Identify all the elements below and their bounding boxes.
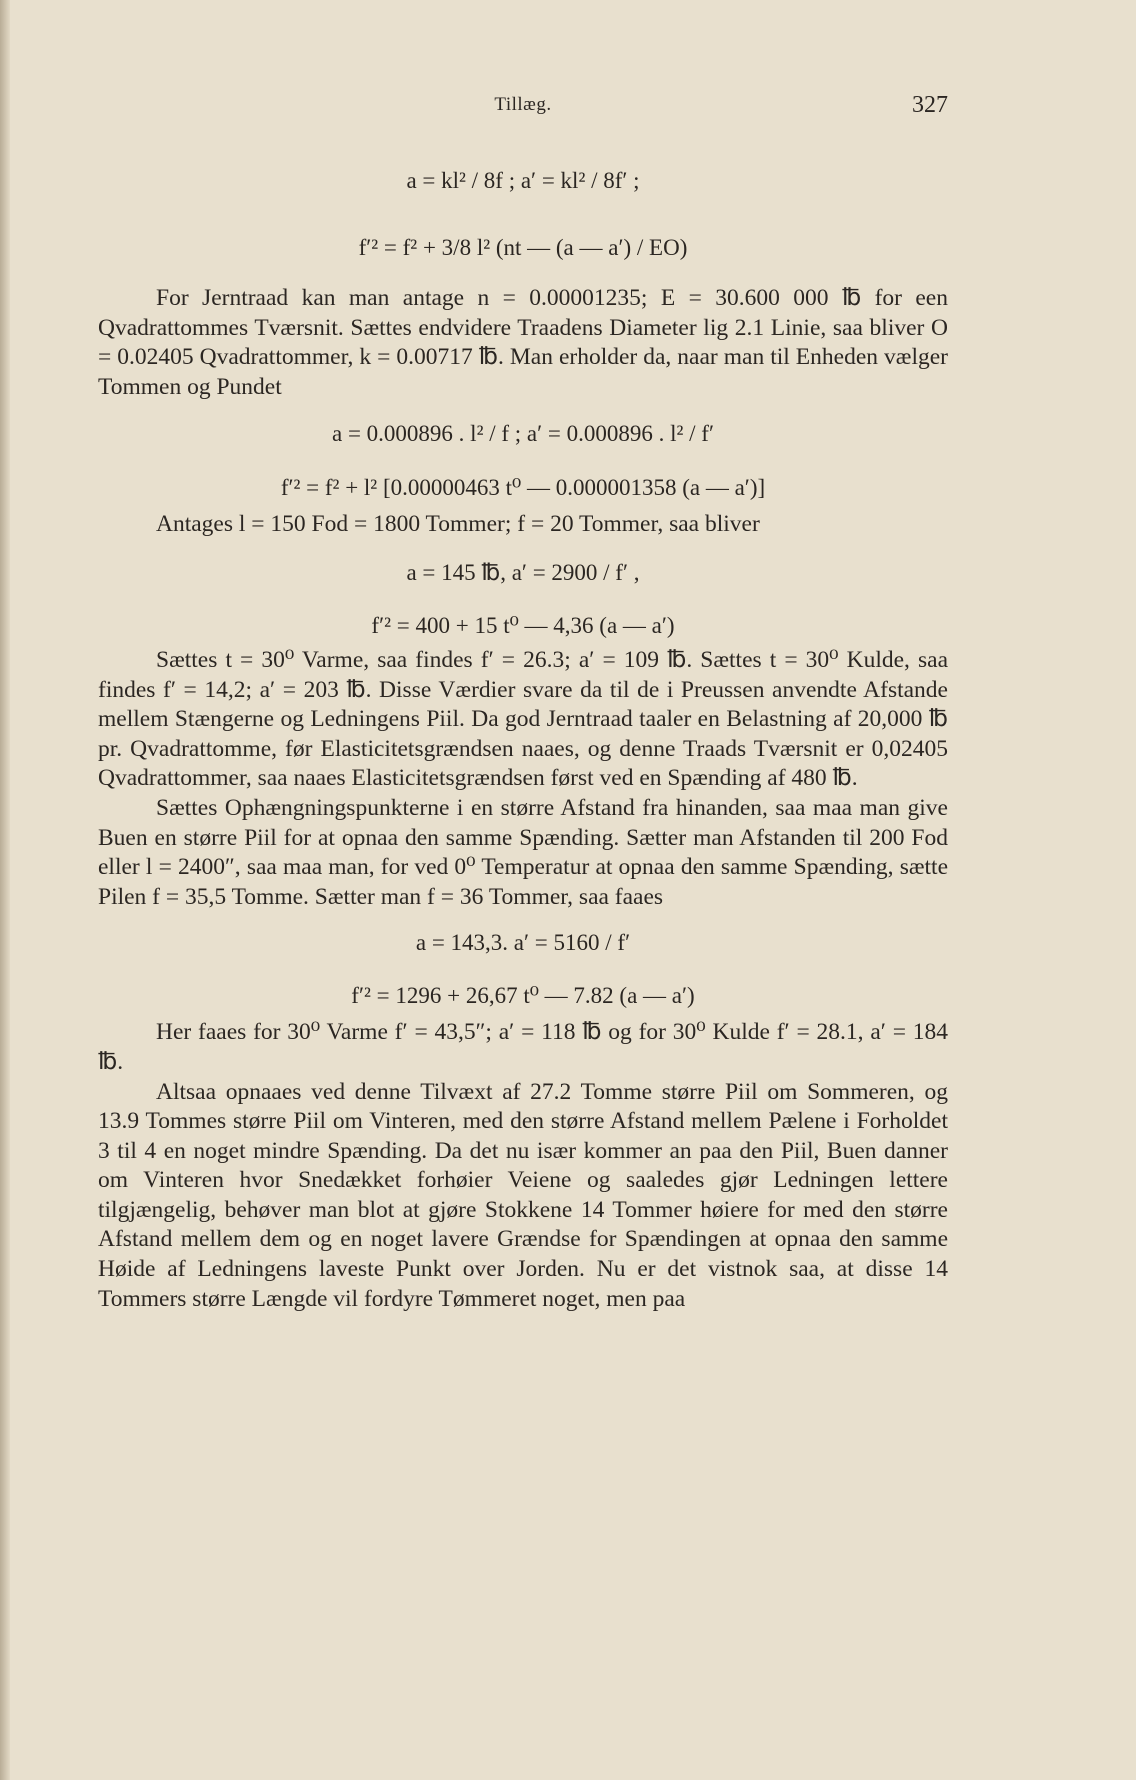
running-head: Tillæg. — [494, 94, 552, 115]
formula-example-150 — [98, 540, 948, 606]
paragraph: Sættes t = 30⁰ Varme, saa findes f′ = 26.3; a′ = 109 ℔. Sættes t = 30⁰ Kulde, saa findes f′ = 14,2; a′ = 203 ℔. Disse Værdier svare da til de i Preussen anvendte Afstande mellem Stængerne og Ledningens Piil. Da god Jerntraad taaler en Belastning af 20,000 ℔ pr. Qvadrattomme, før Elasticitetsgrændsen naaes, og denne Traads Tværsnit er 0,02405 Qvadrattommer, saa naaes Elasticitetsgrændsen først ved en Spænding af 480 ℔. — [98, 646, 948, 792]
formula-example-200 — [98, 912, 948, 974]
page-header — [98, 92, 948, 126]
page-edge — [0, 0, 10, 1780]
paragraph: Antages l = 150 Fod = 1800 Tommer; f = 20 Tommer, saa bliver — [156, 511, 760, 538]
formula-text: f′² = f² + 3/8 l² (nt — (a — a′) / EO) — [358, 235, 688, 260]
paragraph: For Jerntraad kan man antage n = 0.00001235; E = 30.600 000 ℔ for een Qvadrattommes Tværsnit. Sættes endvidere Traadens Diameter lig 2.1 Linie, saa bliver O = 0.02405 Qvadrattommer, k = 0.00717 ℔. Man erholder da, naar man til Enheden vælger Tommen og Pundet — [98, 285, 948, 400]
formula-sag-150 — [98, 606, 948, 646]
paragraph: Sættes Ophængningspunkterne i en større Afstand fra hinanden, saa maa man give Buen en større Piil for at opnaa den samme Spænding. Sætter man Afstanden til 200 Fod eller l = 2400″, saa maa man, for ved 0⁰ Temperatur at opnaa den samme Spænding, sætte Pilen f = 35,5 Tomme. Sætter man f = 36 Tommer, saa faaes — [98, 794, 948, 910]
formula-text: a = 145 ℔, a′ = 2900 / f′ , — [406, 559, 640, 585]
page-number: 327 — [912, 92, 948, 118]
formula-a-numeric — [98, 402, 948, 466]
formula-sag-numeric — [98, 466, 948, 510]
formula-text: a = kl² / 8f ; a′ = kl² / 8f′ ; — [406, 168, 640, 193]
formula-a-definition — [98, 150, 948, 212]
formula-text: f′² = 1296 + 26,67 t⁰ — 7.82 (a — a′) — [351, 983, 695, 1009]
formula-text: a = 143,3. a′ = 5160 / f′ — [415, 930, 631, 956]
formula-text: f′² = f² + l² [0.00000463 t⁰ — 0.000001358 (a — a′)] — [280, 475, 766, 501]
formula-text: a = 0.000896 . l² / f ; a′ = 0.000896 . l² / f′ — [332, 421, 714, 447]
formula-text: f′² = 400 + 15 t⁰ — 4,36 (a — a′) — [371, 612, 675, 638]
paragraph: Altsaa opnaaes ved denne Tilvæxt af 27.2 Tomme større Piil om Sommeren, og 13.9 Tommes større Piil om Vinteren, med den større Afstand mellem Pælene i Forholdet 3 til 4 en noget mindre Spænding. Da det nu især kommer an paa den Piil, Buen danner om Vinteren hvor Snedækket forhøier Veiene og saaledes gjør Ledningen lettere tilgjængelig, behøver man blot at gjøre Stokkene 14 Tommer høiere for med den større Afstand mellem dem og en noget lavere Grændse for Spændingen at opnaa den samme Høide af Ledningens laveste Punkt over Jorden. Nu er det vistnok saa, at disse 14 Tommers større Længde vil fordyre Tømmeret noget, men paa — [98, 1078, 948, 1312]
page-body — [98, 150, 948, 1314]
paragraph: Her faaes for 30⁰ Varme f′ = 43,5″; a′ = 118 ℔ og for 30⁰ Kulde f′ = 28.1, a′ = 184 ℔. — [98, 1019, 948, 1075]
formula-sag-200 — [98, 974, 948, 1018]
formula-sag-equation — [98, 212, 948, 284]
